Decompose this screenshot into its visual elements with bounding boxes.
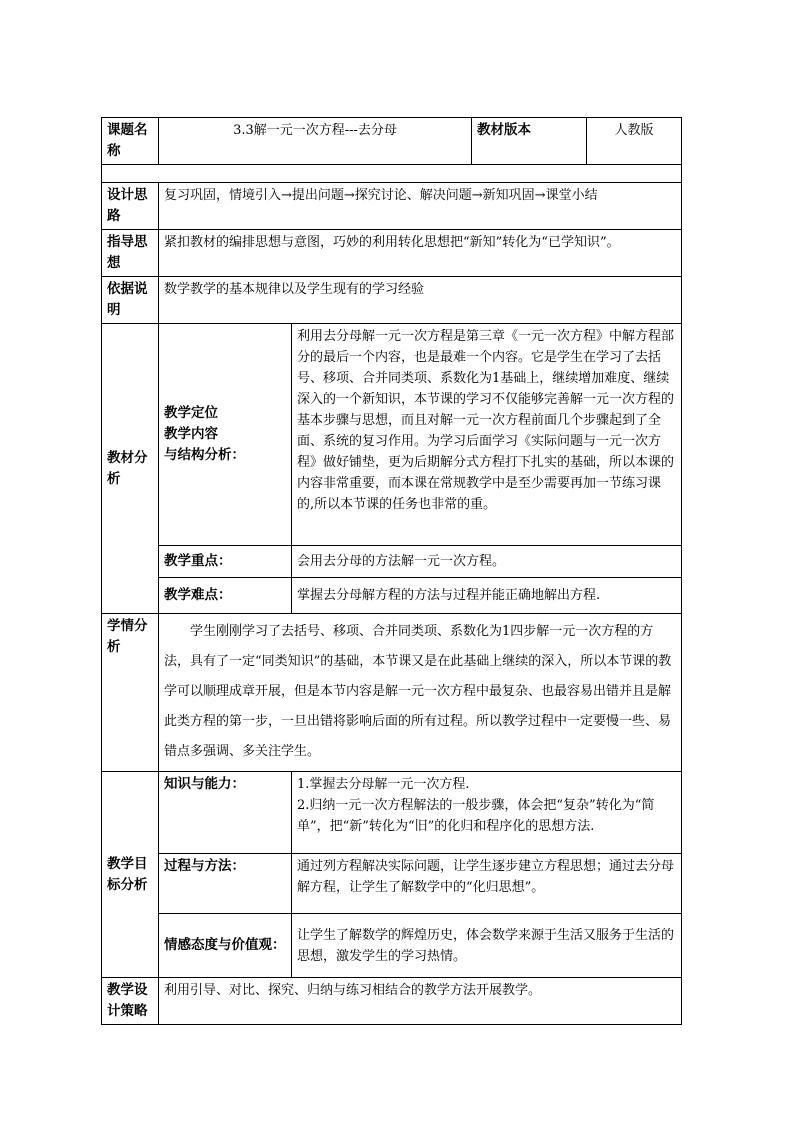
students-row xyxy=(102,614,682,772)
process-label: 过程与方法： xyxy=(159,854,292,914)
emotion-row xyxy=(102,914,682,978)
position-label-3: 与结构分析： xyxy=(164,447,245,463)
key-point-row xyxy=(102,546,682,578)
process-value: 通过列方程解决实际问题，让学生逐步建立方程思想；通过去分母解方程，让学生了解数学中的“化归思想”。 xyxy=(292,854,682,914)
spacer-row xyxy=(102,165,682,183)
textbook-row xyxy=(102,324,682,546)
emotion-value: 让学生了解数学的辉煌历史，体会数学来源于生活又服务于生活的思想，激发学生的学习热情。 xyxy=(292,914,682,978)
position-value: 利用去分母解一元一次方程是第三章《一元一次方程》中解方程部分的最后一个内容，也是最难一个内容。它是学生在学习了去括号、移项、合并同类项、系数化为1基础上，继续增加难度、继续深入的一个新知识，本节课的学习不仅能够完善解一元一次方程的基本步骤与思想，而且对解一元一次方程前面几个步骤起到了全面、系统的复习作用。为学习后面学习《实际问题与一元一次方程》做好铺垫，更为后期解分式方程打下扎实的基础，所以本课的内容非常重要，而本课在常规教学中是至少需要再加一节练习课的,所以本节课的任务也非常的重。 xyxy=(292,324,682,546)
edition-value: 人教版 xyxy=(587,118,682,165)
knowledge-line-1: 1.掌握去分母解一元一次方程. xyxy=(297,777,470,792)
position-label-1: 教学定位 xyxy=(164,405,218,421)
goals-label: 教学目标分析 xyxy=(102,772,159,978)
design-label: 设计思路 xyxy=(102,183,159,230)
textbook-label: 教材分析 xyxy=(102,324,159,614)
process-row xyxy=(102,854,682,914)
topic-value: 3.3解一元一次方程---去分母 xyxy=(159,118,472,165)
students-label: 学情分析 xyxy=(102,614,159,772)
knowledge-value xyxy=(292,772,682,854)
basis-label: 依据说明 xyxy=(102,277,159,324)
key-point-value: 会用去分母的方法解一元一次方程。 xyxy=(292,546,682,578)
knowledge-label: 知识与能力： xyxy=(159,772,292,854)
strategy-label: 教学设计策略 xyxy=(102,978,159,1025)
strategy-row xyxy=(102,978,682,1025)
difficult-point-row xyxy=(102,578,682,614)
design-row xyxy=(102,183,682,230)
emotion-label: 情感态度与价值观： xyxy=(159,914,292,978)
lesson-plan-table xyxy=(101,117,682,1025)
students-value: 学生刚刚学习了去括号、移项、合并同类项、系数化为1四步解一元一次方程的方法，具有了一定“同类知识”的基础，本节课又是在此基础上继续的深入，所以本节课的教学可以顺理成章开展，但是本节内容是解一元一次方程中最复杂、也最容易出错并且是解此类方程的第一步，一旦出错将影响后面的所有过程。所以教学过程中一定要慢一些、易错点多强调、多关注学生。 xyxy=(159,614,682,772)
spacer-cell xyxy=(102,165,682,183)
topic-row xyxy=(102,118,682,165)
strategy-value: 利用引导、对比、探究、归纳与练习相结合的教学方法开展教学。 xyxy=(159,978,682,1025)
edition-label: 教材版本 xyxy=(472,118,587,165)
design-value: 复习巩固，情境引入→提出问题→探究讨论、解决问题→新知巩固→课堂小结 xyxy=(159,183,682,230)
guide-row xyxy=(102,230,682,277)
position-label-2: 教学内容 xyxy=(164,426,218,442)
difficult-point-label: 教学难点： xyxy=(159,578,292,614)
topic-label: 课题名称 xyxy=(102,118,159,165)
knowledge-line-2: 2.归纳一元一次方程解法的一般步骤，体会把“复杂”转化为“简单”，把“新”转化为“旧”的化归和程序化的思想方法. xyxy=(297,798,655,834)
key-point-label: 教学重点： xyxy=(159,546,292,578)
difficult-point-value: 掌握去分母解方程的方法与过程并能正确地解出方程. xyxy=(292,578,682,614)
guide-value: 紧扣教材的编排思想与意图，巧妙的利用转化思想把“新知”转化为“已学知识”。 xyxy=(159,230,682,277)
knowledge-row xyxy=(102,772,682,854)
basis-row xyxy=(102,277,682,324)
guide-label: 指导思想 xyxy=(102,230,159,277)
basis-value: 数学教学的基本规律以及学生现有的学习经验 xyxy=(159,277,682,324)
position-label xyxy=(159,324,292,546)
